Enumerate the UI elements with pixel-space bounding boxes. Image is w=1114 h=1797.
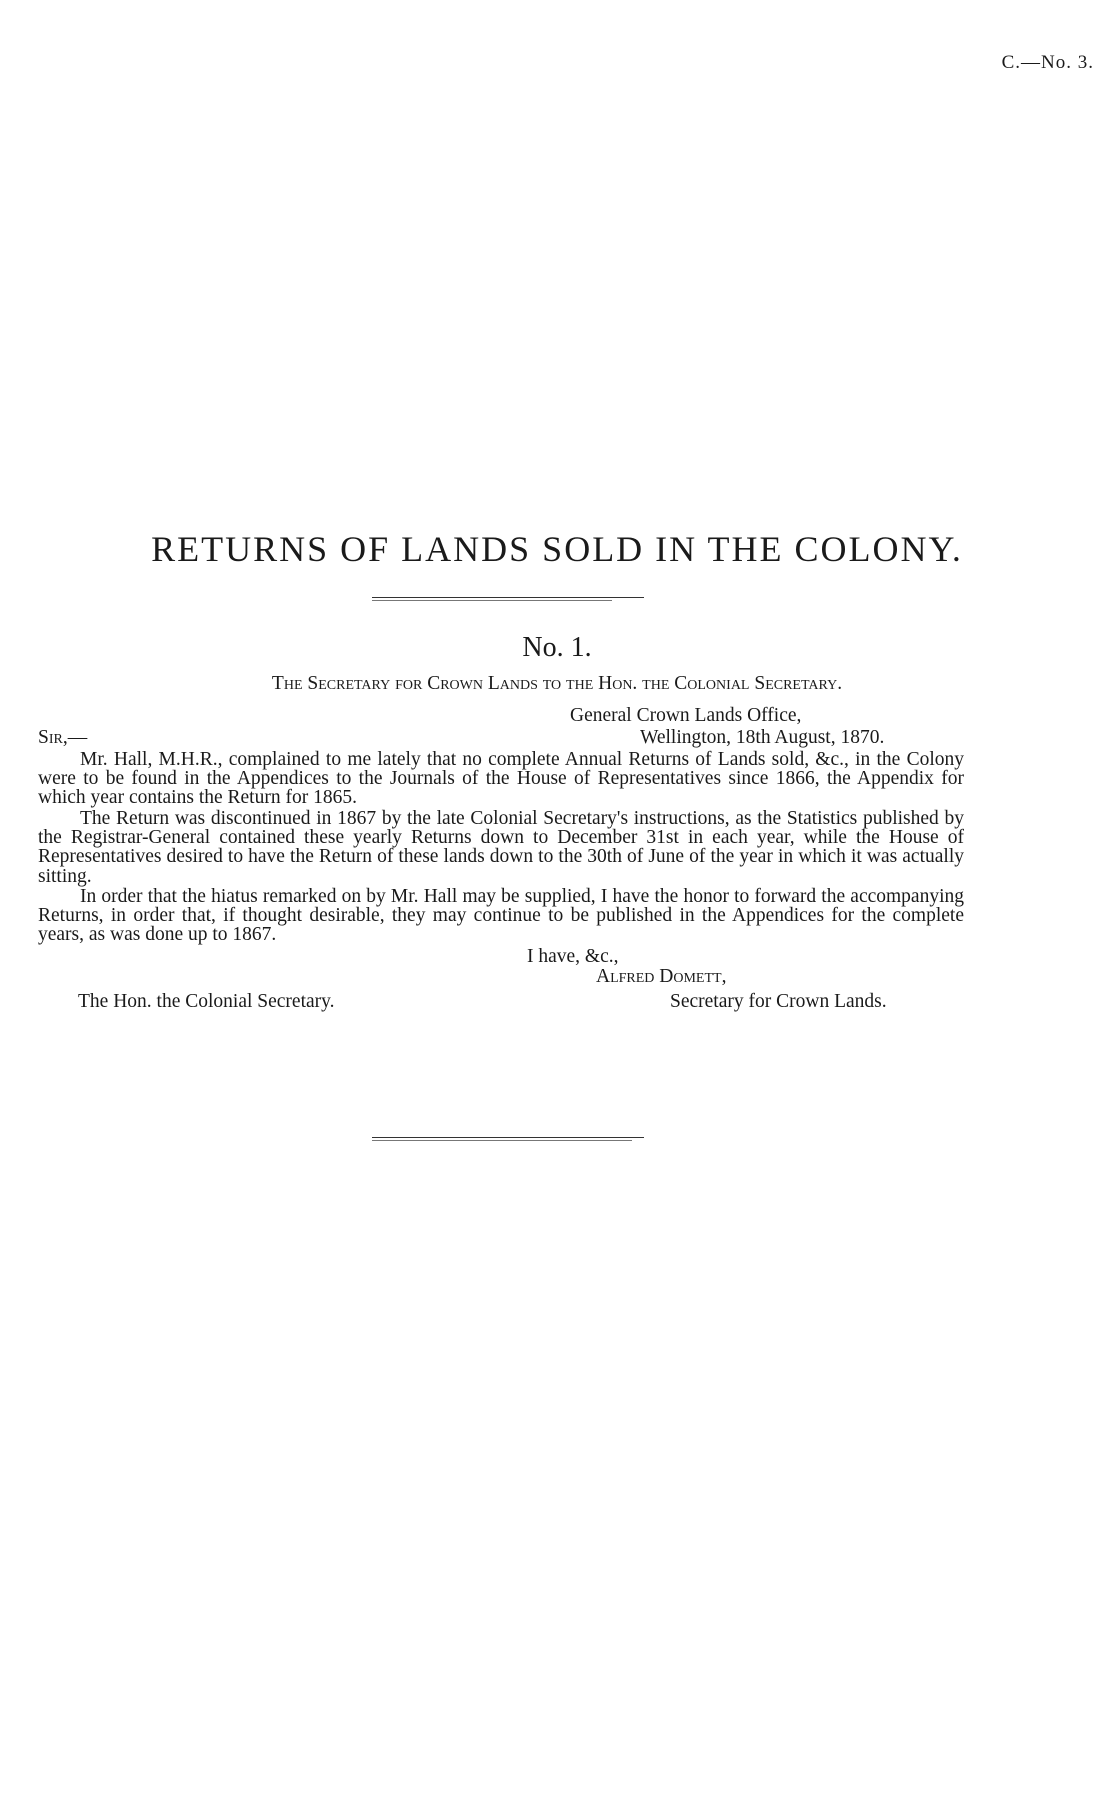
letter-paragraph [38, 809, 964, 886]
letter-paragraph [38, 750, 964, 808]
sender-office: General Crown Lands Office, [570, 705, 802, 726]
signatory-name: Alfred Domett, [596, 966, 727, 987]
title-divider [372, 597, 644, 598]
end-divider [372, 1137, 644, 1138]
page-reference: C.—No. 3. [1001, 52, 1094, 73]
place-and-date: Wellington, 18th August, 1870. [640, 727, 885, 748]
title-divider-shadow [372, 600, 612, 601]
document-title: RETURNS OF LANDS SOLD IN THE COLONY. [151, 529, 963, 569]
signatory-title: Secretary for Crown Lands. [670, 991, 887, 1012]
paragraph-text: In order that the hiatus remarked on by Mr. Hall may be supplied, I have the honor to forward the accompanying Returns, in order that, if thought desirable, they may continue to be published in the Appendices for the complete years, as was done up to 1867. [38, 886, 964, 946]
salutation: Sir,— [38, 727, 88, 748]
addressee: The Hon. the Colonial Secretary. [78, 991, 335, 1012]
end-divider-shadow [372, 1140, 632, 1141]
letter-closing: I have, &c., [527, 946, 619, 967]
letter-heading: The Secretary for Crown Lands to the Hon. the Colonial Secretary. [271, 673, 843, 694]
paragraph-text: Mr. Hall, M.H.R., complained to me lately that no complete Annual Returns of Lands sold, &c., in the Colony were to be found in the Appendices to the Journals of the House of Representatives since 1866, the Appendix for which year contains the Return for 1865. [38, 749, 964, 809]
letter-paragraph [38, 887, 964, 945]
paragraph-text: The Return was discontinued in 1867 by the late Colonial Secretary's instructions, as the Statistics published by the Registrar-General contained these yearly Returns down to December 31st in each year, while the House of Representatives desired to have the Return of these lands down to the 30th of June of the year in which it was actually sitting. [38, 808, 964, 887]
document-number: No. 1. [522, 632, 592, 663]
